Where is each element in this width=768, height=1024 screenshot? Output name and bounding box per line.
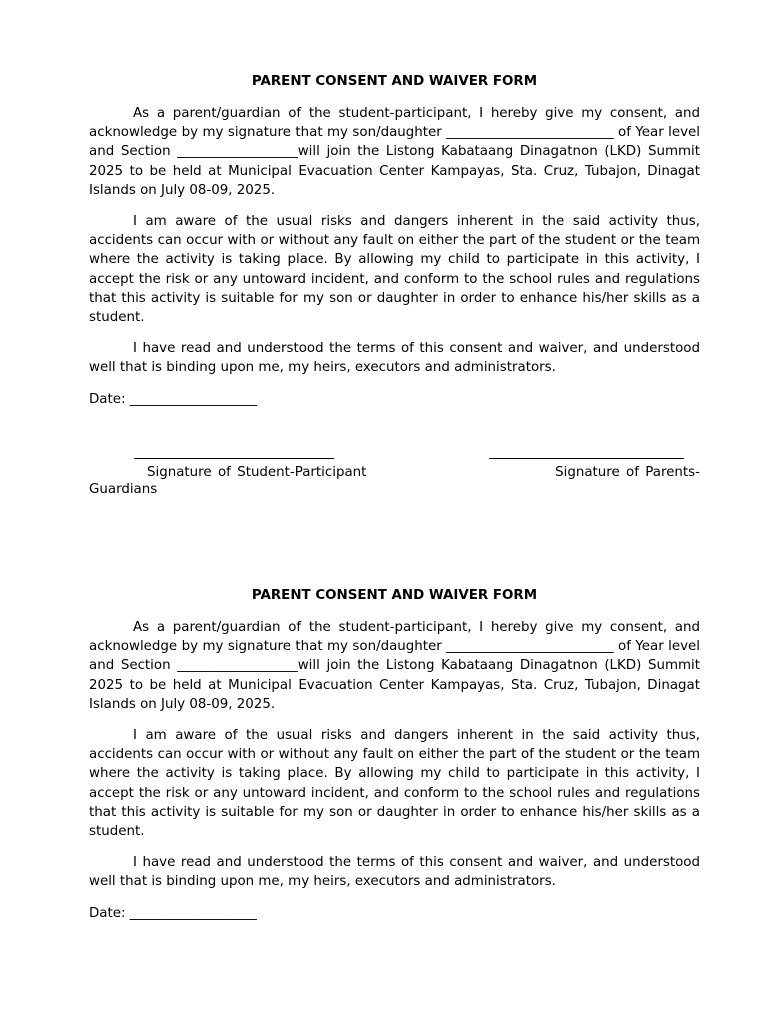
consent-paragraph: As a parent/guardian of the student-participant, I hereby give my consent, and acknowledge by my signature that my son/daughter _________________________ of Year level and Section __________________will join the Listong Kabataang Dinagatnon (LKD) Summit 2025 to be held at Municipal Evacuation Center Kampayas, Sta. Cruz, Tubajon, Dinagat Islands on July 08-09, 2025. [89, 620, 700, 712]
form-title: PARENT CONSENT AND WAIVER FORM [251, 588, 538, 603]
date-field: Date: ___________________ [89, 391, 257, 407]
risk-paragraph: I am aware of the usual risks and dangers inherent in the said activity thus, accidents can occur with or without any fault on either the part of the student or the team where the activity is taking place. By allowing my child to participate in this activity, I accept the risk or any untoward incident, and conform to the school rules and regulations that this activity is suitable for my son or daughter in order to enhance his/her skills as a student. [89, 728, 700, 840]
consent-form-2 [89, 586, 700, 923]
acknowledgement-paragraph: I have read and understood the terms of this consent and waiver, and understood well that is binding upon me, my heirs, executors and administrators. [89, 855, 700, 890]
date-field: Date: ___________________ [89, 905, 257, 921]
student-signature-label: Signature of Student-Participant [147, 464, 367, 480]
form-title: PARENT CONSENT AND WAIVER FORM [251, 74, 538, 89]
acknowledgement-paragraph: I have read and understood the terms of this consent and waiver, and understood well that is binding upon me, my heirs, executors and administrators. [89, 341, 700, 376]
parent-signature-label: Signature of Parents-Guardians [89, 464, 700, 497]
signature-captions [89, 464, 700, 498]
consent-paragraph: As a parent/guardian of the student-participant, I hereby give my consent, and acknowledge by my signature that my son/daughter _________________________ of Year level and Section __________________will join the Listong Kabataang Dinagatnon (LKD) Summit 2025 to be held at Municipal Evacuation Center Kampayas, Sta. Cruz, Tubajon, Dinagat Islands on July 08-09, 2025. [89, 106, 700, 198]
consent-form-1 [89, 72, 700, 518]
student-signature-line [134, 458, 334, 459]
risk-paragraph: I am aware of the usual risks and dangers inherent in the said activity thus, accidents can occur with or without any fault on either the part of the student or the team where the activity is taking place. By allowing my child to participate in this activity, I accept the risk or any untoward incident, and conform to the school rules and regulations that this activity is suitable for my son or daughter in order to enhance his/her skills as a student. [89, 214, 700, 326]
parent-signature-line [489, 458, 684, 459]
signature-block [89, 458, 700, 518]
